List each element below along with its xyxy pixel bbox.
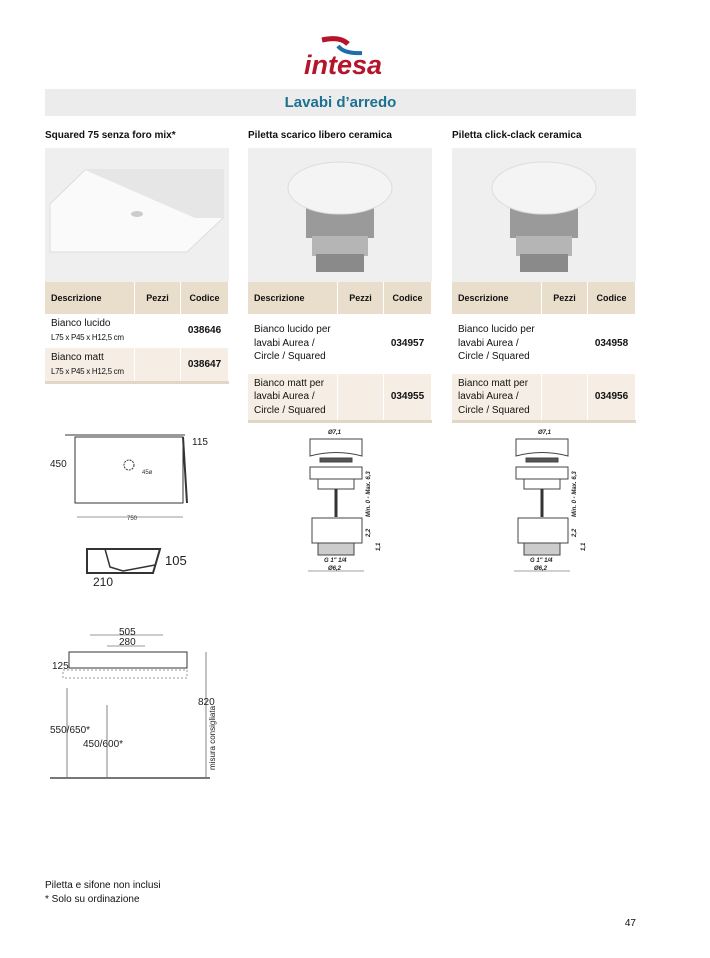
- dim-label: 820: [198, 697, 215, 708]
- dim-label: 450/600*: [83, 739, 124, 750]
- table-row: [45, 348, 229, 383]
- dim-label: Ø7,1: [328, 430, 342, 436]
- table-row: [452, 314, 636, 373]
- dim-label: 505: [119, 627, 136, 638]
- dim-label: 115: [192, 437, 208, 448]
- dim-label: Ø6,2: [534, 566, 548, 572]
- code: 038647: [181, 348, 229, 383]
- drain-technical-drawing: [510, 425, 610, 575]
- dim-label: misura consigliata: [208, 705, 217, 770]
- col-header: Codice: [384, 282, 432, 314]
- product-title: Piletta click-clack ceramica: [452, 130, 582, 141]
- dim-label: G 1" 1/4: [530, 558, 553, 564]
- page-title: Lavabi d’arredo: [45, 89, 636, 116]
- product-title: Squared 75 senza foro mix*: [45, 130, 176, 141]
- col-header: Codice: [181, 282, 229, 314]
- pezzi-cell: [135, 348, 181, 383]
- dim-label: 125: [52, 661, 69, 672]
- col-header: Descrizione: [45, 282, 135, 314]
- dim-label: 2,2: [572, 528, 578, 537]
- table-row: [45, 314, 229, 348]
- description: Bianco matt per lavabi Aurea / Circle / Squared: [452, 373, 542, 422]
- col-header: Pezzi: [338, 282, 384, 314]
- code: 034955: [384, 373, 432, 422]
- col-header: Codice: [588, 282, 636, 314]
- code: 034958: [588, 314, 636, 373]
- description: Bianco lucido per lavabi Aurea / Circle / Squared: [248, 314, 338, 373]
- dim-label: Ø6,2: [328, 566, 342, 572]
- code: 038646: [181, 314, 229, 348]
- description: Bianco lucido per lavabi Aurea / Circle / Squared: [452, 314, 542, 373]
- col-header: Pezzi: [135, 282, 181, 314]
- code: 034956: [588, 373, 636, 422]
- table-row: [452, 373, 636, 422]
- col-header: Pezzi: [542, 282, 588, 314]
- table-row: [248, 373, 432, 422]
- dimensions: L75 x P45 x H12,5 cm: [51, 366, 124, 376]
- dim-label: 280: [119, 637, 136, 648]
- product-table: [248, 282, 432, 423]
- footer-note: Piletta e sifone non inclusi: [45, 880, 161, 891]
- logo-text: intesa: [304, 50, 383, 80]
- dim-label: Min. 0 - Max. 6,3: [366, 471, 372, 517]
- page-number: 47: [624, 918, 636, 929]
- pezzi-cell: [542, 373, 588, 422]
- dim-label: 1,1: [376, 542, 382, 551]
- pezzi-cell: [338, 373, 384, 422]
- drain-technical-drawing: [300, 425, 400, 575]
- dim-label: Min. 0 - Max. 6,3: [572, 471, 578, 517]
- table-row: [248, 314, 432, 373]
- pezzi-cell: [542, 314, 588, 373]
- description: Bianco matt: [51, 352, 104, 363]
- pezzi-cell: [135, 314, 181, 348]
- dim-label: 550/650*: [50, 725, 91, 736]
- product-table: [45, 282, 229, 384]
- dim-label: 2,2: [366, 528, 372, 537]
- basin-photo: [45, 148, 229, 282]
- dim-label: 105: [165, 553, 187, 568]
- pezzi-cell: [338, 314, 384, 373]
- dim-label: G 1" 1/4: [324, 558, 347, 564]
- brand-logo: [300, 36, 410, 82]
- product-title: Piletta scarico libero ceramica: [248, 130, 392, 141]
- dimensions: L75 x P45 x H12,5 cm: [51, 332, 124, 342]
- dim-label: 750: [127, 516, 138, 522]
- dim-label: 210: [93, 575, 114, 589]
- footer-note: * Solo su ordinazione: [45, 894, 140, 905]
- product-table: [452, 282, 636, 423]
- dim-label: 450: [50, 459, 67, 470]
- basin-technical-drawing: [45, 425, 225, 785]
- dim-label: 45ø: [142, 470, 153, 476]
- col-header: Descrizione: [452, 282, 542, 314]
- drain-photo: [248, 148, 432, 282]
- code: 034957: [384, 314, 432, 373]
- drain-photo: [452, 148, 636, 282]
- dim-label: 1,1: [581, 542, 587, 551]
- col-header: Descrizione: [248, 282, 338, 314]
- description: Bianco lucido: [51, 318, 111, 329]
- dim-label: Ø7,1: [538, 430, 552, 436]
- description: Bianco matt per lavabi Aurea / Circle / Squared: [248, 373, 338, 422]
